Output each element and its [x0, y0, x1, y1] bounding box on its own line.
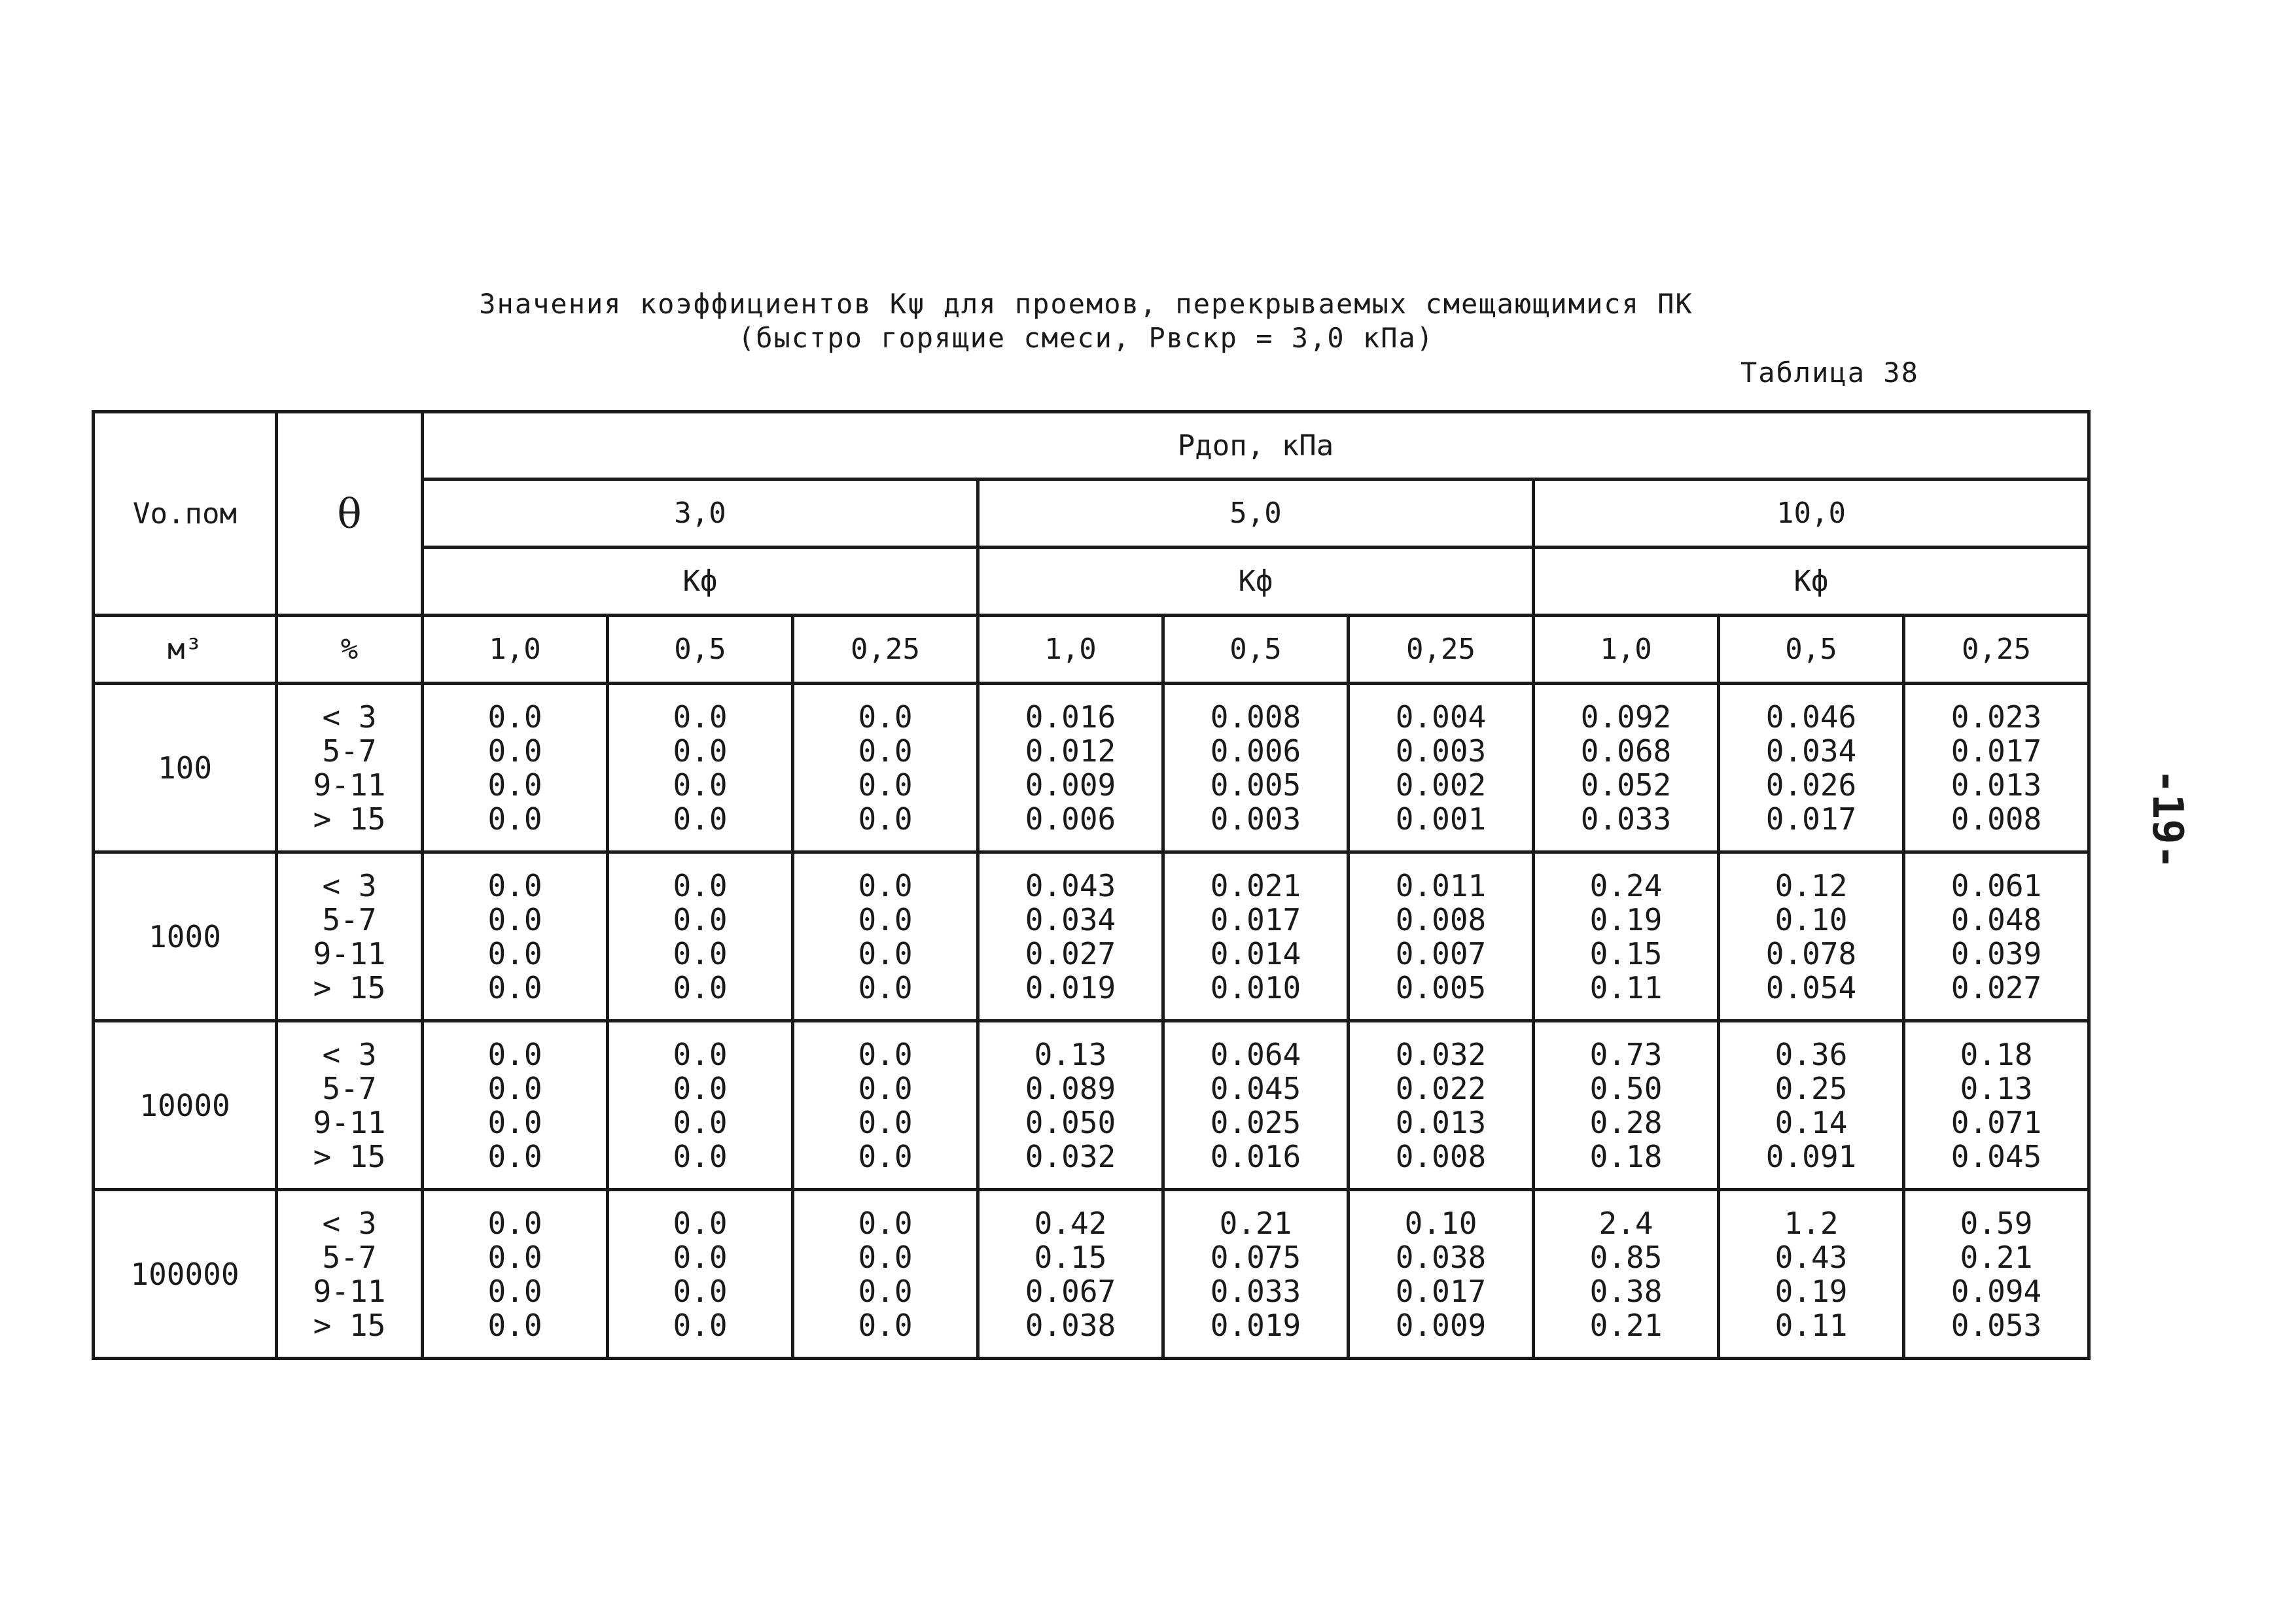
value-cell: 0.0 0.0 0.0 0.0 — [793, 1190, 978, 1359]
value-cell: 0.21 0.075 0.033 0.019 — [1163, 1190, 1349, 1359]
theta-cell: < 3 5-7 9-11 > 15 — [277, 684, 423, 852]
volume-cell: 10000 — [94, 1021, 277, 1190]
value-cell: 2.4 0.85 0.38 0.21 — [1534, 1190, 1719, 1359]
table-subtitle: (быстро горящие смеси, Рвскр = 3,0 кПа) — [737, 322, 1435, 354]
value-cell: 0.12 0.10 0.078 0.054 — [1719, 852, 1904, 1021]
value-cell: 0.0 0.0 0.0 0.0 — [423, 1021, 608, 1190]
table-row — [94, 1021, 2089, 1190]
value-cell: 0.18 0.13 0.071 0.045 — [1904, 1021, 2089, 1190]
value-cell: 0.0 0.0 0.0 0.0 — [793, 1021, 978, 1190]
value-cell: 0.59 0.21 0.094 0.053 — [1904, 1190, 2089, 1359]
value-cell: 0.36 0.25 0.14 0.091 — [1719, 1021, 1904, 1190]
theta-cell: < 3 5-7 9-11 > 15 — [277, 852, 423, 1021]
value-cell: 0.42 0.15 0.067 0.038 — [978, 1190, 1163, 1359]
value-cell: 0.0 0.0 0.0 0.0 — [793, 684, 978, 852]
value-cell: 0.016 0.012 0.009 0.006 — [978, 684, 1163, 852]
page-number: -19- — [2143, 768, 2192, 870]
table-row — [94, 1190, 2089, 1359]
value-cell: 0.13 0.089 0.050 0.032 — [978, 1021, 1163, 1190]
value-cell: 0.011 0.008 0.007 0.005 — [1349, 852, 1534, 1021]
kf-value: 0,25 — [793, 616, 978, 684]
volume-unit: м³ — [94, 616, 277, 684]
kf-value: 0,25 — [1904, 616, 2089, 684]
pressure-header-3: 3,0 — [423, 480, 978, 548]
kf-header: Кф — [423, 548, 978, 616]
value-cell: 0.043 0.034 0.027 0.019 — [978, 852, 1163, 1021]
value-cell: 0.10 0.038 0.017 0.009 — [1349, 1190, 1534, 1359]
value-cell: 0.0 0.0 0.0 0.0 — [608, 684, 793, 852]
table-row — [94, 852, 2089, 1021]
theta-unit: % — [277, 616, 423, 684]
volume-cell: 1000 — [94, 852, 277, 1021]
value-cell: 0.023 0.017 0.013 0.008 — [1904, 684, 2089, 852]
value-cell: 0.046 0.034 0.026 0.017 — [1719, 684, 1904, 852]
value-cell: 0.061 0.048 0.039 0.027 — [1904, 852, 2089, 1021]
value-cell: 0.064 0.045 0.025 0.016 — [1163, 1021, 1349, 1190]
table-row — [94, 684, 2089, 852]
kf-header: Кф — [978, 548, 1534, 616]
pressure-header-5: 5,0 — [978, 480, 1534, 548]
coefficients-table — [92, 410, 2091, 1360]
pressure-header-10: 10,0 — [1534, 480, 2089, 548]
kf-value: 0,5 — [1163, 616, 1349, 684]
value-cell: 0.0 0.0 0.0 0.0 — [423, 852, 608, 1021]
value-cell: 0.008 0.006 0.005 0.003 — [1163, 684, 1349, 852]
kf-value: 0,5 — [1719, 616, 1904, 684]
volume-cell: 100 — [94, 684, 277, 852]
value-cell: 0.0 0.0 0.0 0.0 — [608, 1021, 793, 1190]
value-cell: 0.0 0.0 0.0 0.0 — [608, 1190, 793, 1359]
value-cell: 1.2 0.43 0.19 0.11 — [1719, 1190, 1904, 1359]
table-title: Значения коэффициентов Кψ для проемов, перекрываемых смещающимися ПК — [479, 288, 1693, 320]
value-cell: 0.032 0.022 0.013 0.008 — [1349, 1021, 1534, 1190]
value-cell: 0.0 0.0 0.0 0.0 — [793, 852, 978, 1021]
value-cell: 0.092 0.068 0.052 0.033 — [1534, 684, 1719, 852]
value-cell: 0.021 0.017 0.014 0.010 — [1163, 852, 1349, 1021]
value-cell: 0.24 0.19 0.15 0.11 — [1534, 852, 1719, 1021]
value-cell: 0.004 0.003 0.002 0.001 — [1349, 684, 1534, 852]
value-cell: 0.0 0.0 0.0 0.0 — [608, 852, 793, 1021]
value-cell: 0.0 0.0 0.0 0.0 — [423, 1190, 608, 1359]
kf-value: 1,0 — [423, 616, 608, 684]
value-cell: 0.0 0.0 0.0 0.0 — [423, 684, 608, 852]
theta-cell: < 3 5-7 9-11 > 15 — [277, 1190, 423, 1359]
pdop-header: Рдоп, кПа — [423, 412, 2089, 480]
kf-header: Кф — [1534, 548, 2089, 616]
value-cell: 0.73 0.50 0.28 0.18 — [1534, 1021, 1719, 1190]
kf-value: 1,0 — [978, 616, 1163, 684]
volume-header: Vo.пом — [94, 412, 277, 616]
volume-cell: 100000 — [94, 1190, 277, 1359]
theta-header: θ — [277, 412, 423, 616]
theta-cell: < 3 5-7 9-11 > 15 — [277, 1021, 423, 1190]
table-number-label: Таблица 38 — [1740, 357, 1919, 389]
kf-value: 1,0 — [1534, 616, 1719, 684]
kf-value: 0,5 — [608, 616, 793, 684]
kf-value: 0,25 — [1349, 616, 1534, 684]
